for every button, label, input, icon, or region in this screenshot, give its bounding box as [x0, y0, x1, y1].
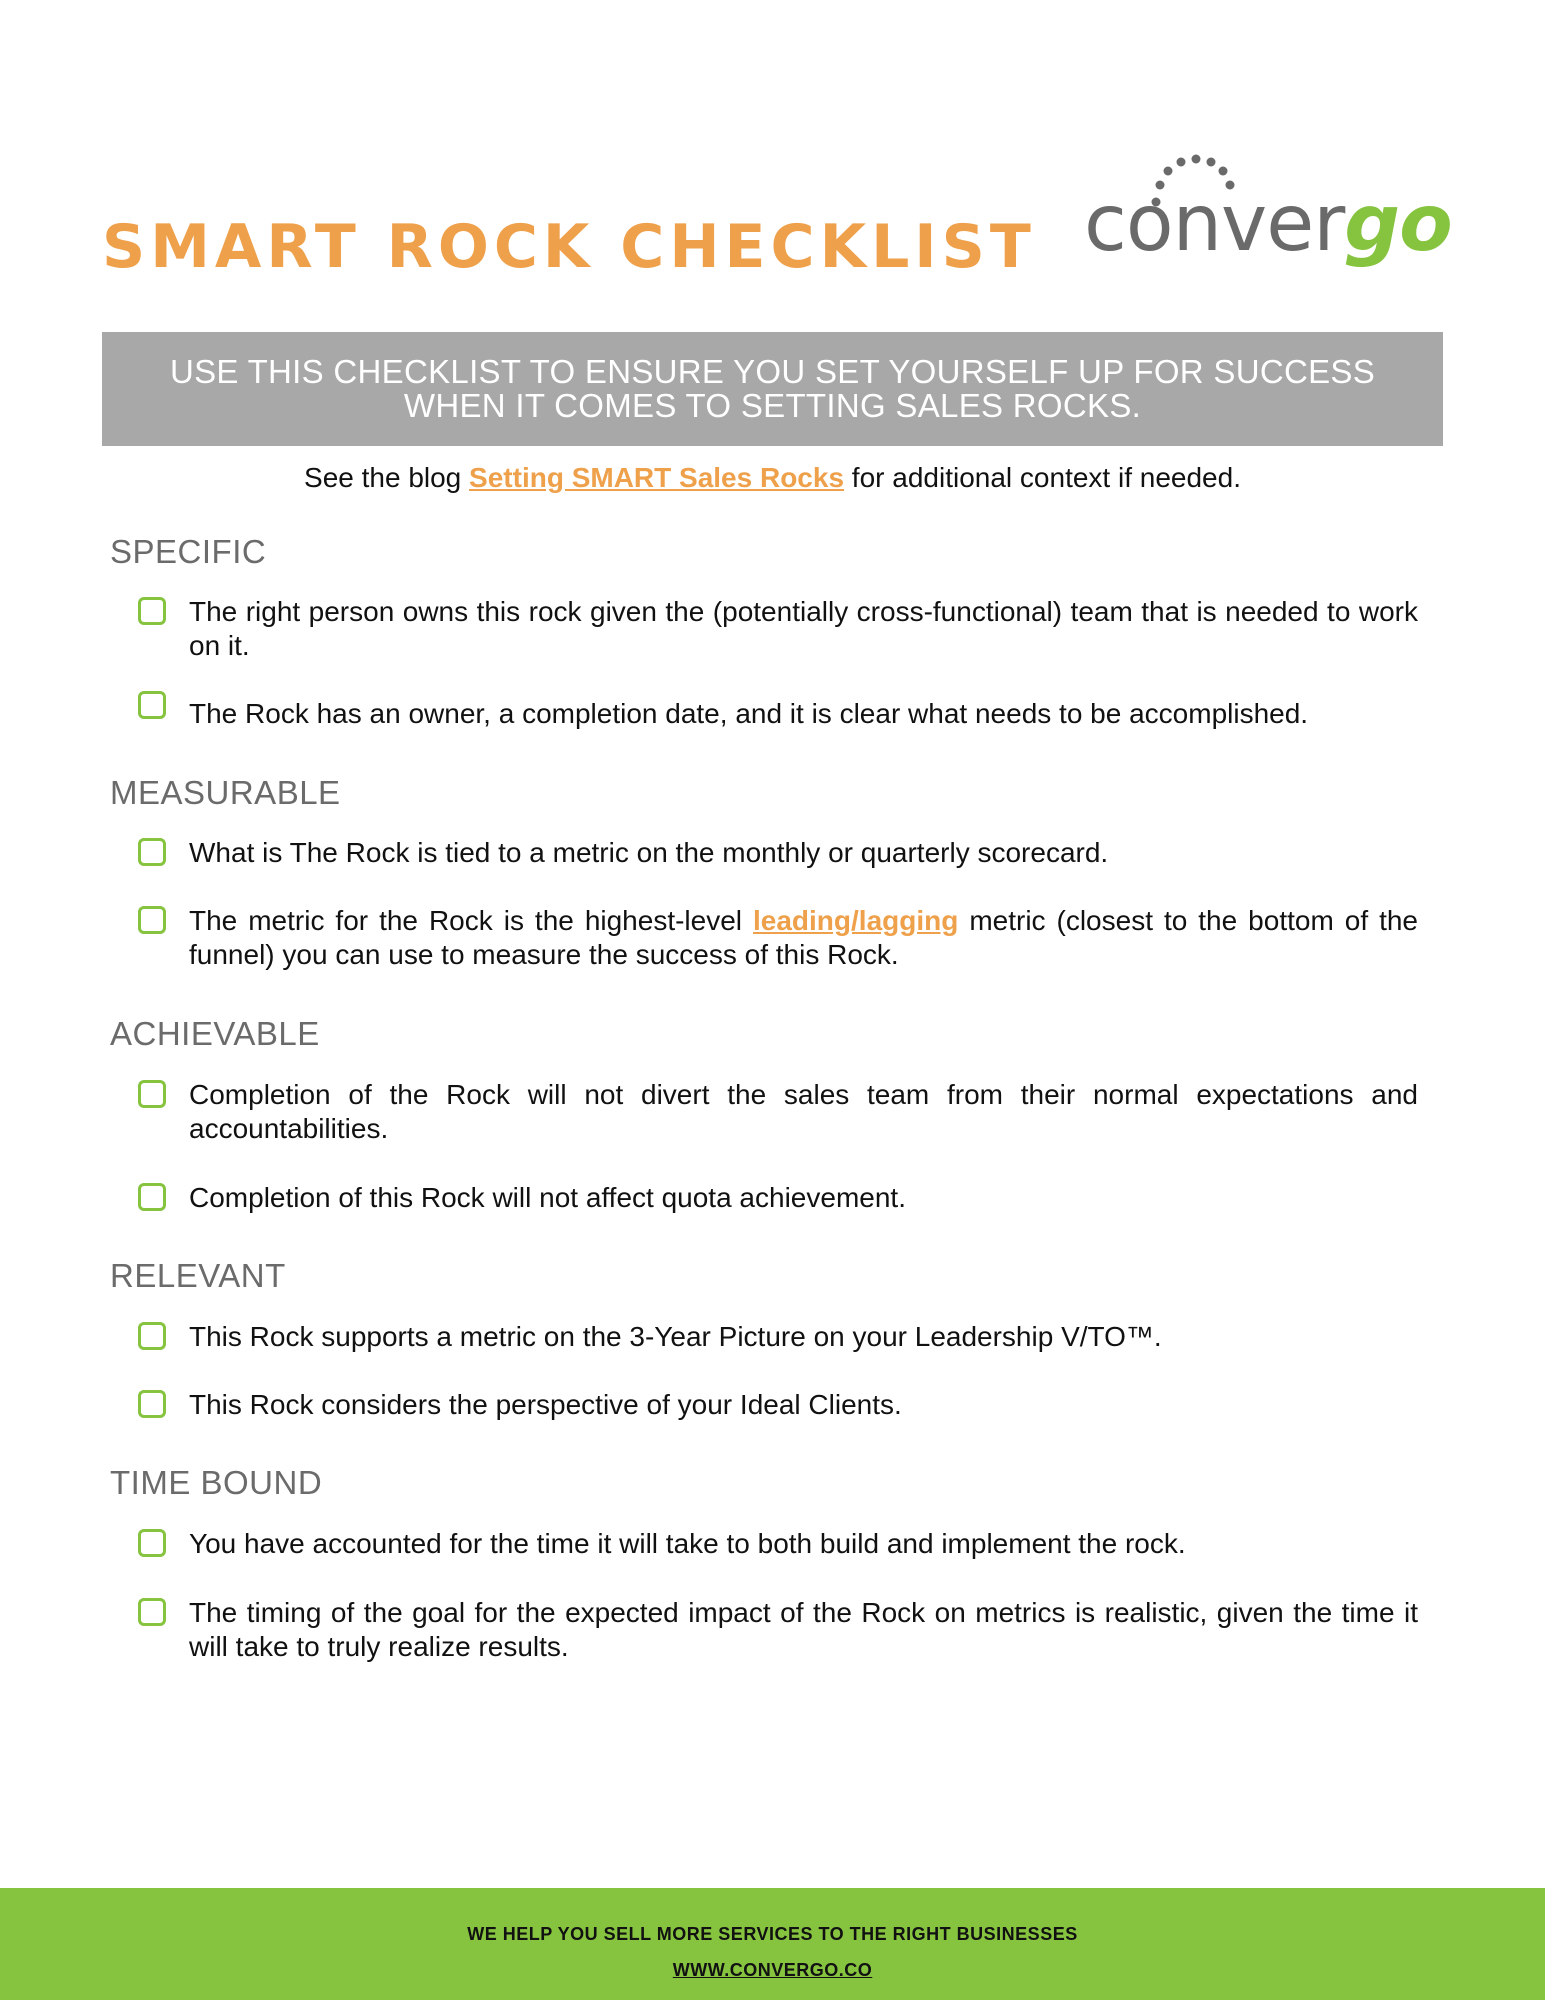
- item-text-before: The metric for the Rock is the highest-level: [189, 905, 753, 936]
- item-text: This Rock supports a metric on the 3-Year Picture on your Leadership V/TO™.: [189, 1321, 1162, 1352]
- intro-before: See the blog: [304, 462, 470, 493]
- section-title-relevant: RELEVANT: [110, 1257, 286, 1294]
- footer: [0, 1888, 1545, 2000]
- checkbox[interactable]: [138, 691, 166, 719]
- item-text: The timing of the goal for the expected impact of the Rock on metrics is realistic, given the time it will take to truly realize results.: [189, 1597, 1418, 1662]
- page-title: SMART ROCK CHECKLIST: [102, 212, 1036, 282]
- instruction-banner: [102, 332, 1443, 446]
- item-text: Completion of this Rock will not affect quota achievement.: [189, 1182, 906, 1213]
- section-title-time-bound: TIME BOUND: [110, 1464, 323, 1501]
- checkbox[interactable]: [138, 597, 166, 625]
- checkbox[interactable]: [138, 838, 166, 866]
- checkbox[interactable]: [138, 1390, 166, 1418]
- item-text-after: metric (closest to the bottom of the funnel) you can use to measure the success of this Rock.: [189, 905, 1418, 970]
- checklist-item: [138, 697, 1418, 731]
- leading-lagging-link[interactable]: leading/lagging: [753, 905, 959, 936]
- footer-website-link[interactable]: WWW.CONVERGO.CO: [672, 1960, 873, 1980]
- checklist-item: [138, 1181, 1418, 1215]
- checklist-item: [138, 1320, 1418, 1354]
- banner-line-1: USE THIS CHECKLIST TO ENSURE YOU SET YOURSELF UP FOR SUCCESS: [169, 353, 1376, 390]
- checkbox[interactable]: [138, 1183, 166, 1211]
- logo-wordmark: [1084, 179, 1452, 269]
- section-title-measurable: MEASURABLE: [110, 774, 341, 811]
- checkbox[interactable]: [138, 906, 166, 934]
- checkbox[interactable]: [138, 1080, 166, 1108]
- banner-line-2: WHEN IT COMES TO SETTING SALES ROCKS.: [403, 387, 1142, 424]
- checklist-item: [138, 1527, 1418, 1561]
- intro-text: [0, 462, 1545, 494]
- blog-link[interactable]: Setting SMART Sales Rocks: [469, 462, 845, 493]
- checklist-item: [138, 1078, 1418, 1146]
- checklist-item: [138, 1388, 1418, 1422]
- item-text: What is The Rock is tied to a metric on the monthly or quarterly scorecard.: [189, 837, 1109, 868]
- item-text: The Rock has an owner, a completion date, and it is clear what needs to be accomplished.: [189, 698, 1309, 729]
- section-title-achievable: ACHIEVABLE: [110, 1015, 320, 1052]
- item-text: You have accounted for the time it will take to both build and implement the rock.: [189, 1528, 1186, 1559]
- logo-wordmark-part1: conver: [1084, 179, 1345, 269]
- checklist-item: [138, 836, 1418, 870]
- item-text: This Rock considers the perspective of your Ideal Clients.: [189, 1389, 902, 1420]
- footer-tagline: WE HELP YOU SELL MORE SERVICES TO THE RIGHT BUSINESSES: [467, 1924, 1078, 1944]
- checkbox[interactable]: [138, 1529, 166, 1557]
- intro-after: for additional context if needed.: [844, 462, 1241, 493]
- checklist-item: [138, 904, 1418, 972]
- checkbox[interactable]: [138, 1598, 166, 1626]
- logo-wordmark-part2: go: [1344, 179, 1452, 269]
- item-text: The right person owns this rock given the (potentially cross-functional) team that is needed to work on it.: [189, 596, 1418, 661]
- section-title-specific: SPECIFIC: [110, 533, 267, 570]
- checkbox[interactable]: [138, 1322, 166, 1350]
- item-text: Completion of the Rock will not divert the sales team from their normal expectations and accountabilities.: [189, 1079, 1418, 1144]
- convergo-logo: [1080, 150, 1450, 290]
- item-text: [189, 904, 1418, 972]
- checklist-item: [138, 1596, 1418, 1664]
- checklist-item: [138, 595, 1418, 663]
